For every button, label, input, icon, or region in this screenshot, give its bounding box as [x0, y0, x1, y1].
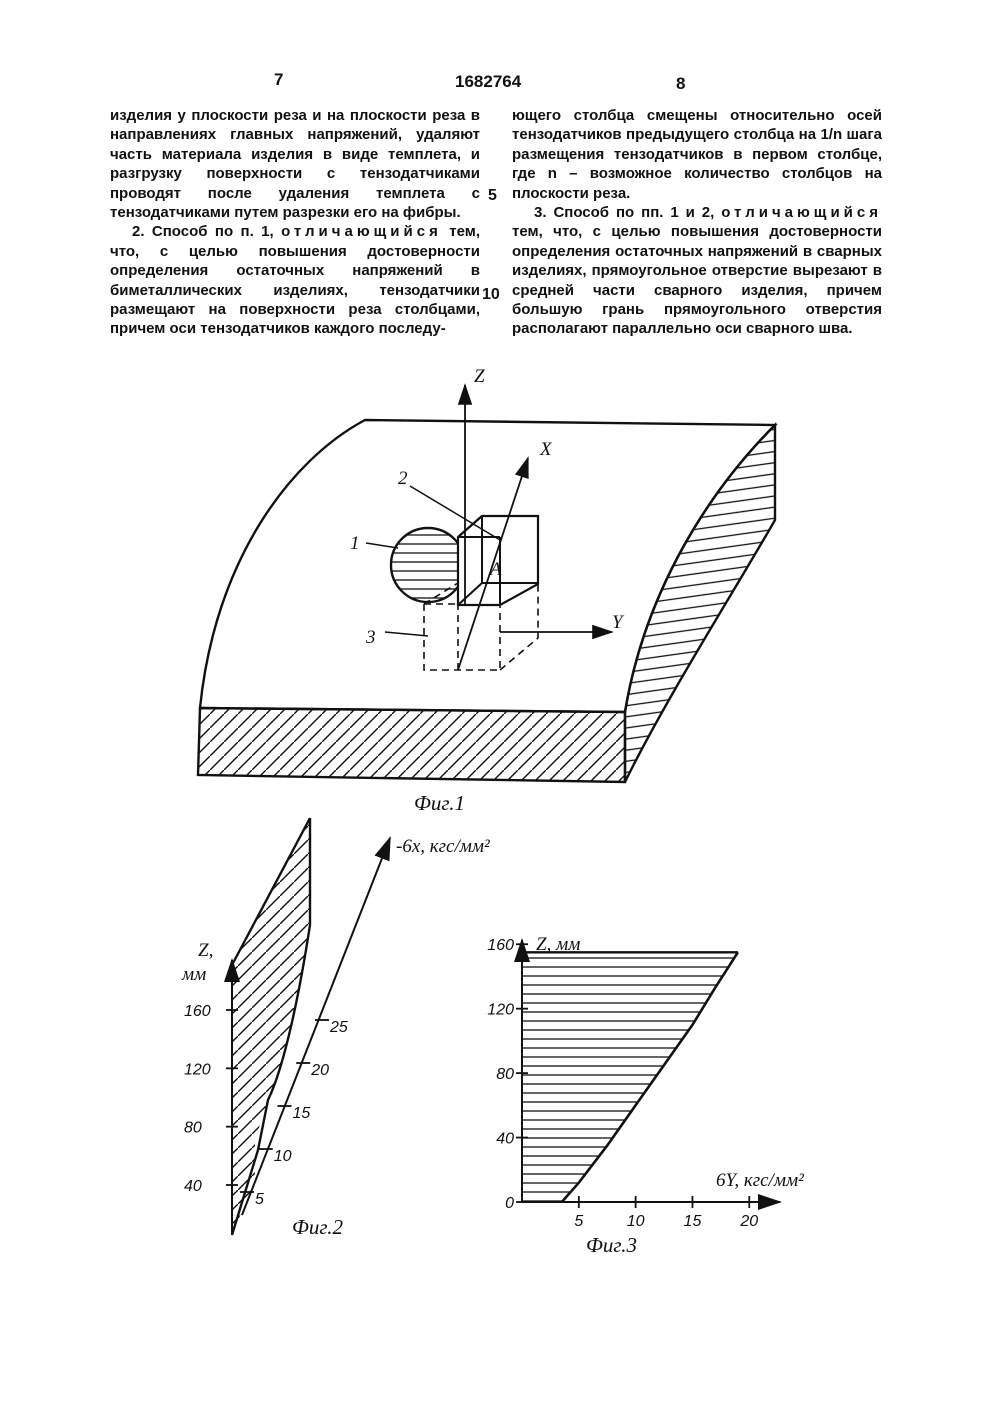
fig2-z-unit: мм — [182, 964, 207, 985]
fig1-label-1: 1 — [350, 533, 360, 554]
fig3-sigma-tick-label: 10 — [626, 1213, 645, 1230]
claim-2-keyword: отличающийся — [281, 223, 442, 241]
line-number-10: 10 — [482, 286, 500, 303]
claim-2-text: тем, что, с целью повышения достоверности определения остаточных напряжений в биметаллических изделиях, тензодатчики размещают на поверхности реза столбцами, причем оси тензодатчиков каждого последу- — [110, 223, 481, 338]
fig2-sigma-tick-label: 10 — [273, 1148, 292, 1165]
fig2-drawing — [181, 818, 490, 1239]
fig2-caption: Фиг.2 — [292, 1215, 344, 1239]
fig3-sigma-label: 6Y, кгс/мм² — [716, 1170, 804, 1191]
page-number-left: 7 — [274, 70, 284, 89]
line-number-5: 5 — [488, 187, 497, 204]
fig1-label-2: 2 — [398, 468, 408, 489]
fig2-sigma-tick-label: 15 — [292, 1105, 311, 1122]
fig2-sigma-label: -6x, кгс/мм² — [396, 836, 490, 857]
fig3-z-tick-label: 120 — [487, 1001, 514, 1019]
fig3-drawing — [487, 934, 804, 1257]
fig1-caption: Фиг.1 — [414, 791, 466, 815]
fig1-label-y: Y — [612, 612, 623, 633]
patent-number: 1682764 — [455, 72, 522, 91]
claim-3-keyword: отличающийся — [721, 204, 882, 222]
fig3-z-tick-label: 40 — [496, 1130, 514, 1148]
left-paragraph-1: изделия у плоскости реза и на плоскости реза в направлениях главных напряжений, удаляют часть материала изделия в виде темплета, и разгрузку поверхности с тензодатчиками проводят после удаления темплета с тензодатчиками путем разрезки его на фибры. — [110, 107, 480, 222]
fig2-z-tick-label: 80 — [184, 1119, 202, 1137]
fig1-label-x: X — [540, 439, 552, 460]
fig1-hole-circle — [391, 528, 465, 602]
fig2-sigma-tick-label: 20 — [311, 1062, 330, 1079]
fig3-sigma-tick-label: 20 — [740, 1213, 759, 1230]
fig2-z-tick-label: 40 — [184, 1178, 202, 1195]
fig1-label-a: A — [490, 559, 502, 580]
fig2-hatched-area — [232, 818, 310, 1235]
fig1-front-face — [198, 708, 625, 782]
fig2-sigma-tick-label: 5 — [255, 1191, 264, 1208]
claim-3-text: тем, что, с целью повышения достоверности определения остаточных напряжений в сварных изделиях, прямоугольное отверстие вырезают в средней части сварного изделия, причем большую грань прямоугольного отверстия располагают параллельно оси сварного шва. — [512, 223, 882, 338]
page-number-right: 8 — [676, 74, 686, 93]
right-paragraph-1: ющего столбца смещены относительно осей тензодатчиков предыдущего столбца на 1/n шага размещения тензодатчиков в первом столбце, где n – возможное количество столбцов на плоскости реза. — [512, 107, 882, 202]
fig2-sigma-tick-label: 25 — [330, 1019, 348, 1036]
fig3-z-label: Z, мм — [536, 934, 581, 955]
fig3-sigma-tick-label: 5 — [574, 1213, 584, 1230]
fig3-caption: Фиг.3 — [586, 1233, 638, 1257]
fig1-drawing — [198, 366, 775, 815]
fig2-z-tick-label: 120 — [184, 1061, 211, 1079]
fig1-label-3: 3 — [366, 627, 376, 648]
fig1-label-z: Z — [474, 366, 485, 387]
fig2-z-label: Z, — [198, 940, 214, 961]
claim-3-lead: 3. Способ по пп. 1 и 2, — [534, 204, 715, 222]
fig3-hatched-area — [522, 952, 738, 1202]
fig3-z-tick-label: 160 — [487, 937, 514, 955]
fig3-sigma-tick-label: 15 — [683, 1213, 702, 1230]
fig3-z-tick-label: 80 — [496, 1066, 514, 1084]
fig3-z-tick-label: 0 — [505, 1195, 514, 1212]
fig2-z-tick-label: 160 — [184, 1003, 211, 1020]
claim-2-lead: 2. Способ по п. 1, — [132, 223, 274, 241]
